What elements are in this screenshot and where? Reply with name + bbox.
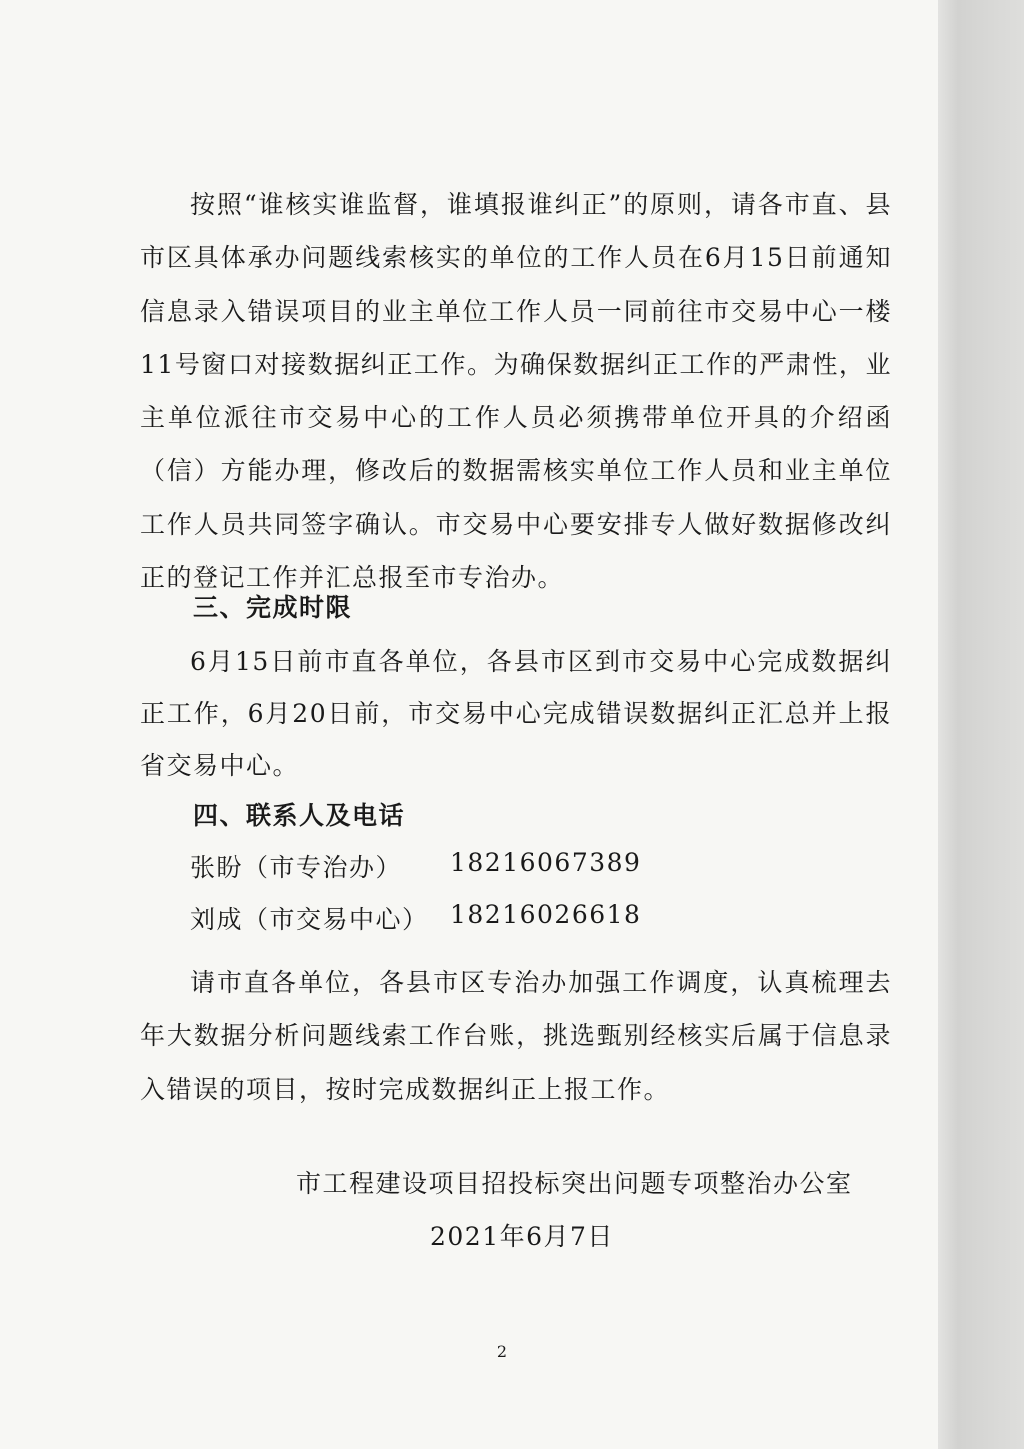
signature-organization: 市工程建设项目招投标突出问题专项整治办公室 [296,1169,853,1198]
signature-date: 2021年6月7日 [430,1222,614,1251]
contact-name: 张盼（市专治办） [190,853,403,882]
section-heading-deadline: 三、完成时限 [193,593,353,622]
paragraph-deadline: 6月15日前市直各单位，各县市区到市交易中心完成数据纠正工作，6月20日前，市交易中心完成错误数据纠正汇总并上报省交易中心。 [140,647,892,780]
page-number: 2 [496,1342,508,1361]
section-heading-contacts: 四、联系人及电话 [193,801,406,830]
paragraph-correction-procedure: 按照“谁核实谁监督，谁填报谁纠正”的原则，请各市直、县市区具体承办问题线索核实的单位的工作人员在6月15日前通知信息录入错误项目的业主单位工作人员一同前往市交易中心一楼11号窗口对接数据纠正工作。为确保数据纠正工作的严肃性，业主单位派往市交易中心的工作人员必须携带单位开具的介绍函（信）方能办理，修改后的数据需核实单位工作人员和业主单位工作人员共同签字确认。市交易中心要安排专人做好数据修改纠正的登记工作并汇总报至市专治办。 [140,190,892,593]
contact-phone: 18216067389 [450,848,642,877]
contact-name: 刘成（市交易中心） [190,905,429,934]
paragraph-closing-request: 请市直各单位，各县市区专治办加强工作调度，认真梳理去年大数据分析问题线索工作台账，挑选甄别经核实后属于信息录入错误的项目，按时完成数据纠正上报工作。 [140,968,892,1104]
contact-phone: 18216026618 [450,900,642,929]
scan-edge-shadow [938,0,1024,1449]
